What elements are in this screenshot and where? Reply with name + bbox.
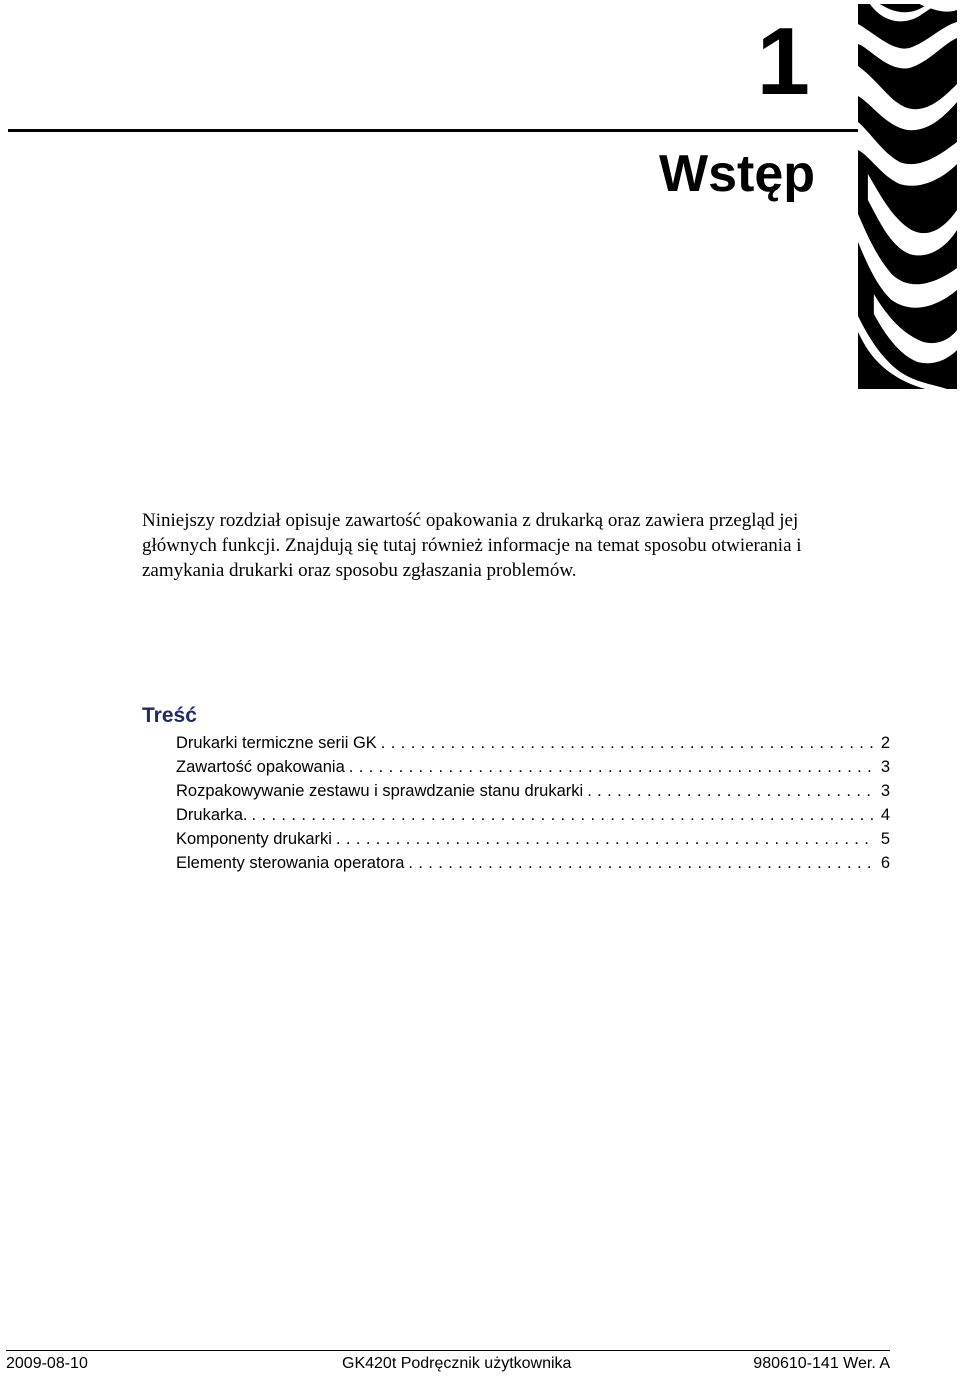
toc-item[interactable] xyxy=(176,851,890,875)
toc-item-page: 5 xyxy=(880,830,890,848)
toc-item-title: Drukarka. xyxy=(176,806,248,824)
footer-document-title: GK420t Podręcznik użytkownika xyxy=(342,1355,572,1372)
toc-leader-dots xyxy=(332,827,875,851)
footer-rule xyxy=(6,1350,890,1351)
footer-revision: 980610-141 Wer. A xyxy=(753,1355,890,1372)
toc-leader-dots xyxy=(377,731,875,755)
toc-item-page: 3 xyxy=(880,758,890,776)
toc-item-title: Rozpakowywanie zestawu i sprawdzanie stanu drukarki xyxy=(176,782,584,800)
toc-item[interactable] xyxy=(176,827,890,851)
page-footer xyxy=(6,1354,890,1374)
chapter-number: 1 xyxy=(756,8,810,115)
toc-item-page: 3 xyxy=(880,782,890,800)
toc-leader-dots xyxy=(345,755,875,779)
chapter-title: Wstęp xyxy=(659,145,815,203)
toc-leader-dots xyxy=(583,779,875,803)
chapter-rule xyxy=(8,129,858,132)
toc-heading: Treść xyxy=(142,704,197,727)
toc-item-page: 4 xyxy=(880,806,890,824)
toc-item[interactable] xyxy=(176,803,890,827)
toc-item-title: Drukarki termiczne serii GK xyxy=(176,734,377,752)
toc-item-page: 2 xyxy=(880,734,890,752)
toc-item-page: 6 xyxy=(880,854,890,872)
toc-item[interactable] xyxy=(176,755,890,779)
toc-item-title: Komponenty drukarki xyxy=(176,830,332,848)
intro-paragraph: Niniejszy rozdział opisuje zawartość opakowania z drukarką oraz zawiera przegląd jej głównych funkcji. Znajdują się tutaj również informacje na temat sposobu otwierania i zamykania drukarki oraz sposobu zgłaszania problemów. xyxy=(142,510,802,581)
toc-item[interactable] xyxy=(176,779,890,803)
zebra-stripes-icon xyxy=(858,4,957,389)
toc-item-title: Elementy sterowania operatora xyxy=(176,854,405,872)
toc-list xyxy=(176,731,890,875)
toc-leader-dots xyxy=(404,851,874,875)
toc-leader-dots xyxy=(248,803,875,827)
toc-item-title: Zawartość opakowania xyxy=(176,758,345,776)
footer-date: 2009-08-10 xyxy=(6,1355,88,1372)
toc-item[interactable] xyxy=(176,731,890,755)
